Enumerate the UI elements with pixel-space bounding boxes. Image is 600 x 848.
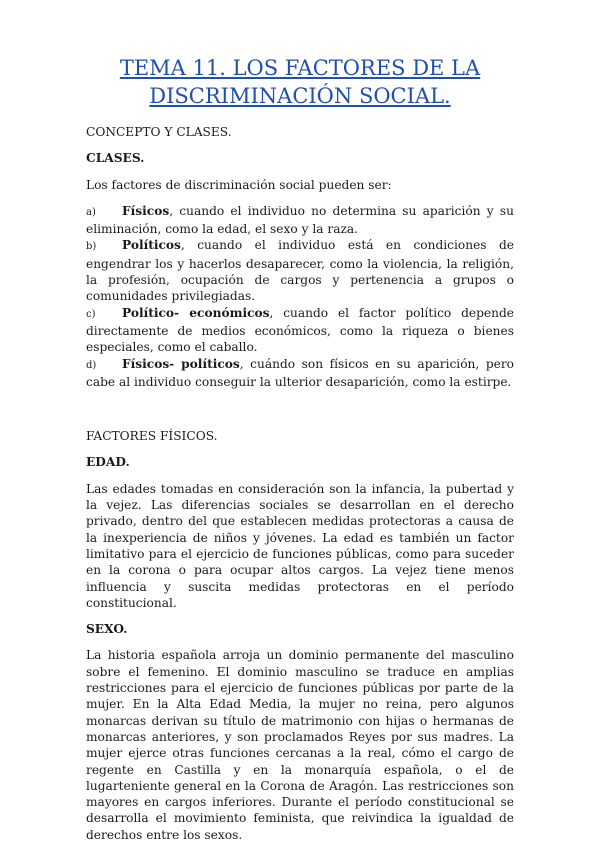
list-item <box>86 203 514 238</box>
item-term: Físicos <box>122 203 170 218</box>
item-text: , cuando el individuo no determina su aparición y su eliminación, como la edad, el sexo y la raza. <box>86 203 514 237</box>
item-text: , cuando el individuo está en condiciones de engendrar los y hacerlos desaparecer, como la violencia, la religión, la profesión, ocupación de cargos y pertenencia a grupos o comunidades privilegiadas. <box>86 238 514 304</box>
item-term: Políticos <box>122 238 181 253</box>
item-text: , cuándo son físicos en su aparición, pero cabe al individuo conseguir la ulterior desaparición, como la estirpe. <box>86 356 514 389</box>
item-term: Físicos- políticos <box>122 356 240 371</box>
title-line-1: TEMA 11. LOS FACTORES DE LA <box>119 56 481 80</box>
item-term: Político- económicos <box>122 305 270 320</box>
heading-sexo: SEXO. <box>86 622 128 637</box>
section-concepto: CONCEPTO Y CLASES. <box>86 125 232 139</box>
paragraph-edad: Las edades tomadas en consideración son la infancia, la pubertad y la vejez. Las diferencias sociales se desarrollan en el derecho privado, dentro del que establecen medidas protectoras a causa de la inexperiencia de niños y jóvenes. La edad es también un factor limitativo para el ejercicio de funciones públicas, como para suceder en la corona o para ocupar altos cargos. La vejez tiene menos influencia y suscita medidas protectoras en el período constitucional. <box>86 481 514 610</box>
list-item <box>86 237 514 304</box>
list-item <box>86 356 514 391</box>
item-marker: c) <box>86 308 96 320</box>
list-item <box>86 305 514 356</box>
item-marker: a) <box>86 206 96 218</box>
item-marker: d) <box>86 359 97 371</box>
section-factores-fisicos: FACTORES FÍSICOS. <box>86 429 218 444</box>
paragraph-sexo: La historia española arroja un dominio permanente del masculino sobre el femenino. El dominio masculino se traduce en amplias restricciones para el ejercicio de funciones públicas por parte de la mujer. En la Alta Edad Media, la mujer no reina, pero algunos monarcas derivan su título de matrimonio con hijas o hermanas de monarcas anteriores, y son proclamados Reyes por sus madres. La mujer ejerce otras funciones cercanas a la real, cómo el cargo de regente en Castilla y en la monarquía española, o el de lugarteniente general en la Corona de Aragón. Las restricciones son mayores en cargos inferiores. Durante el período constitucional se desarrolla el movimiento feminista, que reivindica la igualdad de derechos entre los sexos. <box>86 648 514 842</box>
page-title <box>86 54 514 110</box>
item-marker: b) <box>86 241 97 253</box>
clases-list <box>86 203 514 390</box>
heading-clases: CLASES. <box>86 151 145 166</box>
item-text: , cuando el factor político depende directamente de medios económicos, como la riqueza o bienes especiales, como el caballo. <box>86 305 514 355</box>
clases-intro: Los factores de discriminación social pueden ser: <box>86 177 392 192</box>
heading-edad: EDAD. <box>86 455 130 470</box>
title-line-2: DISCRIMINACIÓN SOCIAL. <box>149 84 451 108</box>
